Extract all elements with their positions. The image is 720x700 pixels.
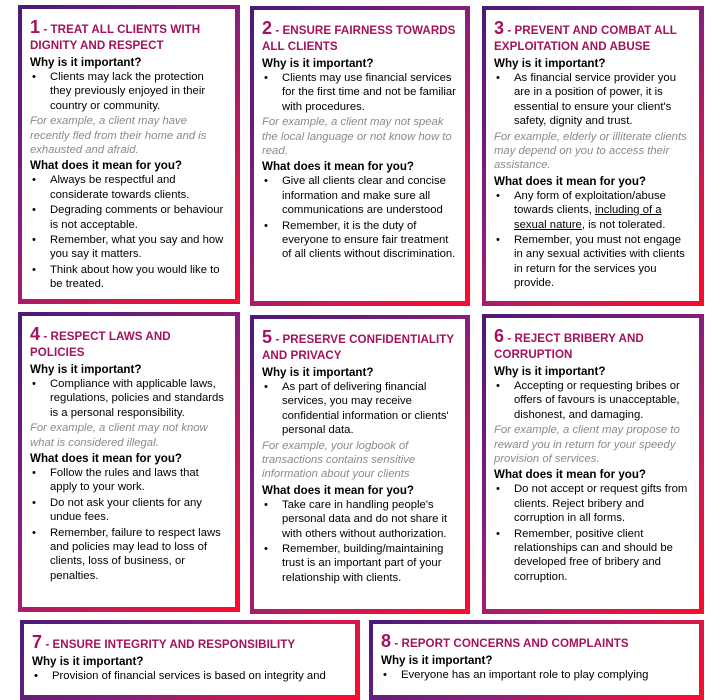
what-list: [494, 482, 692, 584]
card-title-text: - REJECT BRIBERY AND CORRUPTION: [494, 332, 644, 361]
card-title: [262, 329, 458, 364]
principle-card-6: [482, 314, 704, 614]
card-title-text: - REPORT CONCERNS AND COMPLAINTS: [391, 637, 629, 650]
why-list: [381, 668, 692, 682]
list-item: [494, 189, 692, 232]
example-text: For example, a client may propose to reward you in return for your speedy provision of services.: [494, 424, 680, 466]
principle-card-1: [18, 5, 240, 304]
card-title-text: - ENSURE INTEGRITY AND RESPONSIBILITY: [42, 638, 296, 651]
list-item: • Clients may lack the protection they previously enjoyed in their country or community.: [30, 70, 228, 113]
list-item: • Remember, building/maintaining trust is an important part of your relationship with clients.: [262, 542, 458, 585]
card-number: 7: [32, 632, 43, 652]
why-list: [494, 71, 692, 129]
list-item: • Degrading comments or behaviour is not acceptable.: [30, 203, 228, 232]
list-item: • Do not accept or request gifts from clients. Reject bribery and corruption in all forms.: [494, 482, 692, 525]
card-title: [32, 634, 348, 653]
list-item: • As financial service provider you are in a position of power, it is essential to ensure your client's safety, dignity and trust.: [494, 71, 692, 129]
principle-card-8: [369, 620, 704, 700]
list-item: • Think about how you would like to be treated.: [30, 263, 228, 292]
card-title: [381, 633, 692, 652]
why-heading: Why is it important?: [494, 57, 606, 70]
principle-card-7: [20, 620, 360, 700]
card-title: [494, 20, 692, 55]
list-item: • Follow the rules and laws that apply to your work.: [30, 466, 228, 495]
why-heading: Why is it important?: [262, 57, 374, 70]
list-item: • Take care in handling people's personal data and do not share it with others without authorization.: [262, 498, 458, 541]
list-item: • Compliance with applicable laws, regulations, policies and standards is a personal responsibility.: [30, 377, 228, 420]
list-item-text: , is not tolerated.: [581, 218, 666, 231]
list-item: • Everyone has an important role to play complying: [381, 668, 692, 682]
card-number: 3: [494, 18, 505, 38]
what-heading: What does it mean for you?: [262, 483, 415, 497]
list-item: • Remember, you must not engage in any sexual activities with clients in return for the services you provide.: [494, 233, 692, 291]
what-heading: What does it mean for you?: [262, 160, 415, 174]
what-heading: What does it mean for you?: [494, 174, 647, 188]
card-number: 5: [262, 327, 273, 347]
card-title: [494, 328, 692, 363]
what-list: [262, 174, 458, 261]
what-list: [262, 498, 458, 585]
underlined-text: including of a sexual nature: [514, 204, 662, 231]
principle-card-2: [250, 6, 470, 306]
card-number: 2: [262, 18, 273, 38]
list-item: • Clients may use financial services for the first time and not be familiar with procedures.: [262, 71, 458, 114]
what-list: [30, 173, 228, 291]
principle-card-4: [18, 312, 240, 612]
example-text: For example, a client may have recently fled from their home and is exhausted and afraid.: [30, 115, 207, 157]
why-heading: Why is it important?: [262, 366, 374, 379]
list-item-text: Any form of exploitation/abuse towards clients,: [514, 189, 666, 217]
card-number: 6: [494, 326, 505, 346]
list-item: • Accepting or requesting bribes or offers of favours is unacceptable, dishonest, and damaging.: [494, 379, 692, 422]
card-number: 4: [30, 324, 41, 344]
why-list: [30, 70, 228, 113]
card-number: 8: [381, 631, 392, 651]
why-heading: Why is it important?: [494, 365, 606, 378]
example-text: For example, your logbook of transactions contains sensitive information about your clients: [262, 439, 416, 481]
what-heading: What does it mean for you?: [30, 159, 183, 173]
list-item: • Remember, failure to respect laws and policies may lead to loss of clients, loss of business, or penalties.: [30, 526, 228, 584]
example-text: For example, a client may not know what is considered illegal.: [30, 422, 208, 449]
list-item: • Provision of financial services is based on integrity and: [32, 669, 348, 683]
list-item: • Remember, it is the duty of everyone to ensure fair treatment of all clients without discrimination.: [262, 219, 458, 262]
card-number: 1: [30, 17, 41, 37]
list-item: • Remember, what you say and how you say it matters.: [30, 233, 228, 262]
why-heading: Why is it important?: [30, 56, 142, 69]
card-title-text: - ENSURE FAIRNESS TOWARDS ALL CLIENTS: [262, 24, 456, 53]
list-item: • Do not ask your clients for any undue fees.: [30, 496, 228, 525]
what-list: [30, 466, 228, 583]
why-list: [494, 379, 692, 422]
why-list: [32, 669, 348, 683]
why-list: [262, 71, 458, 114]
card-title: [30, 19, 228, 54]
why-list: [262, 380, 458, 438]
what-list: [494, 189, 692, 291]
card-title-text: - PREVENT AND COMBAT ALL EXPLOITATION AND ABUSE: [494, 24, 677, 53]
example-text: For example, elderly or illiterate clients may depend on you to access their assistance.: [494, 130, 687, 172]
why-heading: Why is it important?: [30, 363, 142, 376]
list-item: • As part of delivering financial services, you may receive confidential information or clients' personal data.: [262, 380, 458, 438]
why-heading: Why is it important?: [32, 655, 144, 668]
example-text: For example, a client may not speak the local language or not know how to read.: [262, 116, 452, 158]
card-title: [262, 20, 458, 55]
why-heading: Why is it important?: [381, 654, 493, 667]
why-list: [30, 377, 228, 420]
card-title: [30, 326, 228, 361]
list-item: • Remember, positive client relationships can and should be developed free of bribery and corruption.: [494, 527, 692, 585]
principle-card-5: [250, 315, 470, 614]
list-item: • Always be respectful and considerate towards clients.: [30, 173, 228, 202]
what-heading: What does it mean for you?: [30, 452, 183, 466]
card-title-text: - PRESERVE CONFIDENTIALITY AND PRIVACY: [262, 333, 454, 362]
principle-card-3: [482, 6, 704, 306]
list-item: • Give all clients clear and concise information and make sure all communications are understood: [262, 174, 458, 217]
card-title-text: - TREAT ALL CLIENTS WITH DIGNITY AND RESPECT: [30, 23, 201, 52]
card-title-text: - RESPECT LAWS AND POLICIES: [30, 330, 171, 359]
what-heading: What does it mean for you?: [494, 468, 647, 482]
